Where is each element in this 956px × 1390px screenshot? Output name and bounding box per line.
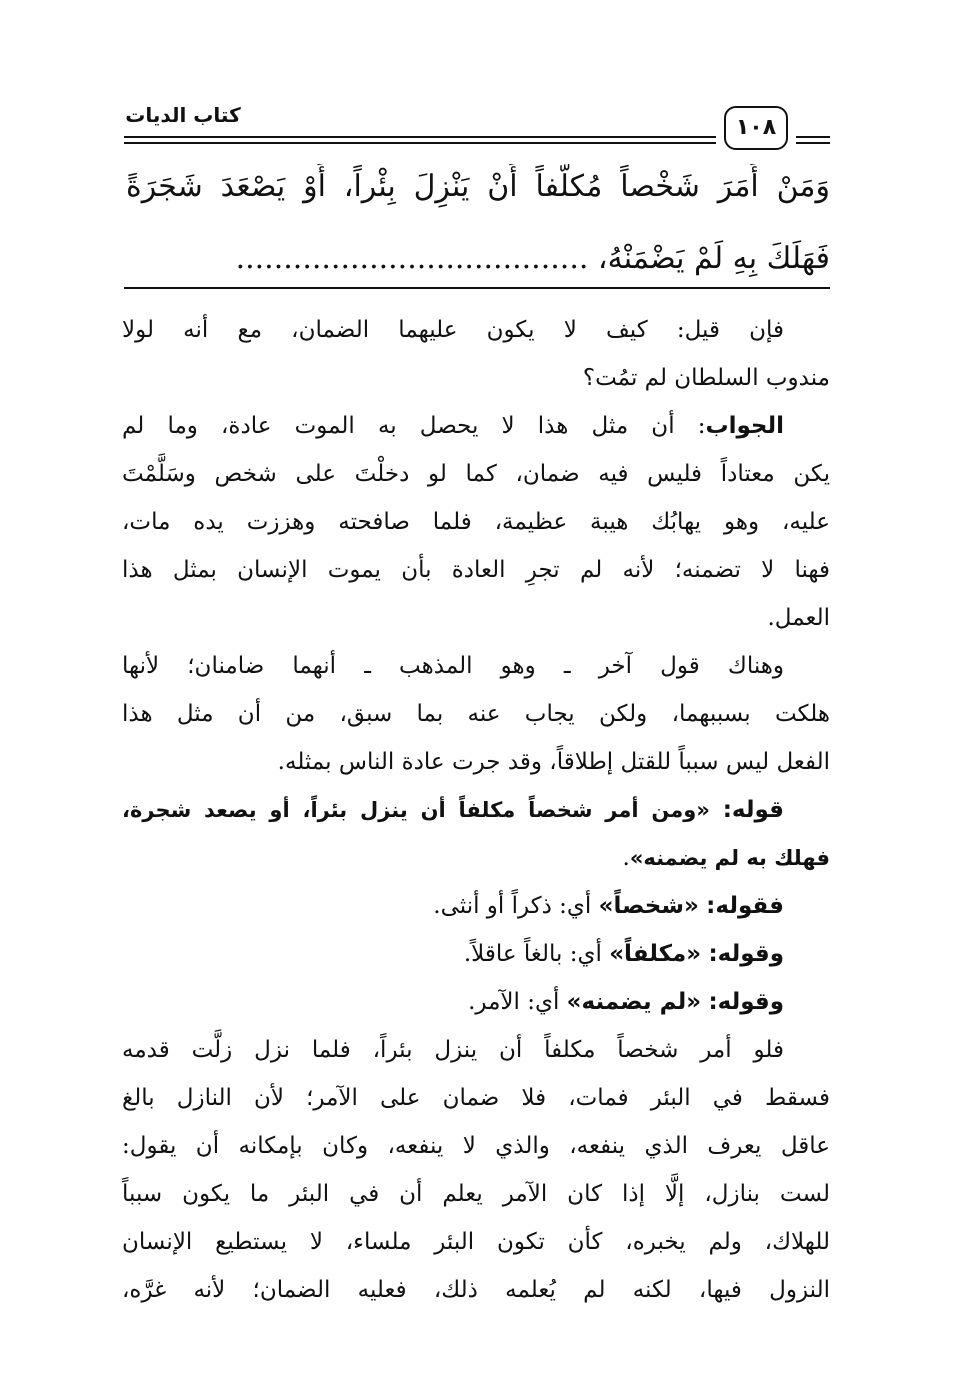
gloss-line [122, 978, 830, 1026]
text-line: فهنا لا تضمنه؛ لأنه لم تجرِ العادة بأن يموت الإنسان بمثل هذا [122, 557, 830, 583]
gloss-meaning: أي: بالغاً عاقلاً. [463, 941, 602, 967]
gloss-line [122, 930, 830, 978]
text-line: العمل. [767, 605, 830, 631]
text-line: الفعل ليس سبباً للقتل إطلاقاً، وقد جرت عادة الناس بمثله. [277, 749, 830, 775]
gloss-term: «شخصاً» [598, 893, 699, 919]
text-line: فلو أمر شخصاً مكلفاً أن ينزل بئراً، فلما نزل زلَّت قدمه [122, 1037, 784, 1063]
gloss-line [122, 882, 830, 930]
text-line: هلكت بسببهما، ولكن يجاب عنه بما سبق، من أن مثل هذا [122, 701, 830, 727]
text-line: عليه، وهو يهابُك هيبة عظيمة، فلما صافحته وهززت يده مات، [122, 509, 830, 535]
gloss-label: وقوله: [708, 941, 784, 967]
text-line: لست بنازل، إلَّا إذا كان الآمر يعلم أن في البئر ما يكون سبباً [122, 1181, 830, 1207]
matn-line: وَمَنْ أَمَرَ شَخْصاً مُكلَّفاً أَنْ يَنْزِلَ بِئْراً، أَوْ يَصْعَدَ شَجَرَةً [126, 169, 830, 204]
text-line [122, 402, 830, 450]
matn-quote: فهلك به لم يضمنه» [629, 846, 830, 870]
text-line: فإن قيل: كيف لا يكون عليهما الضمان، مع أنه لولا [122, 317, 784, 343]
text-line: فسقط في البئر فمات، فلا ضمان على الآمر؛ لأن النازل بالغ [122, 1085, 830, 1111]
gloss-term: «مكلفاً» [609, 941, 702, 967]
answer-label: الجواب [705, 413, 784, 439]
gloss-label: وقوله: [708, 989, 784, 1015]
gloss-meaning: أي: ذكراً أو أنثى. [433, 893, 592, 919]
text-line [122, 834, 830, 882]
text-line: وهناك قول آخر ـ وهو المذهب ـ أنهما ضامنان؛ لأنها [122, 653, 784, 679]
text-line: عاقل يعرف الذي ينفعه، والذي لا ينفعه، وكان بإمكانه أن يقول: [122, 1133, 830, 1159]
text-line: للهلاك، ولم يخبره، كأن تكون البئر ملساء، لا يستطيع الإنسان [122, 1229, 830, 1255]
gloss-label: فقوله: [706, 893, 784, 919]
text-span: : أن مثل هذا لا يحصل به الموت عادة، وما لم [122, 413, 706, 439]
running-header-title: كتاب الديات [125, 103, 241, 127]
matn-quote: «ومن أمر شخصاً مكلفاً أن ينزل بئراً، أو يصعد شجرة، [122, 798, 710, 822]
matn-line: فَهَلَكَ بِهِ لَمْ يَضْمَنْهُ، ..................................... [235, 241, 830, 276]
matn-separator [124, 287, 830, 289]
text-line [122, 786, 830, 834]
text-span: . [622, 845, 630, 871]
gloss-meaning: أي: الآمر. [468, 989, 560, 1015]
text-line: يكن معتاداً فليس فيه ضمان، كما لو دخلْتَ على شخص وسَلَّمْتَ [122, 461, 830, 487]
page-number: ١٠٨ [724, 106, 788, 150]
qawluhu-label: قوله: [722, 797, 784, 823]
text-line: مندوب السلطان لم تمُت؟ [582, 365, 830, 391]
gloss-term: «لم يضمنه» [566, 989, 702, 1015]
text-line: النزول فيها، لكنه لم يُعلمه ذلك، فعليه الضمان؛ لأنه غرَّه، [122, 1277, 830, 1303]
